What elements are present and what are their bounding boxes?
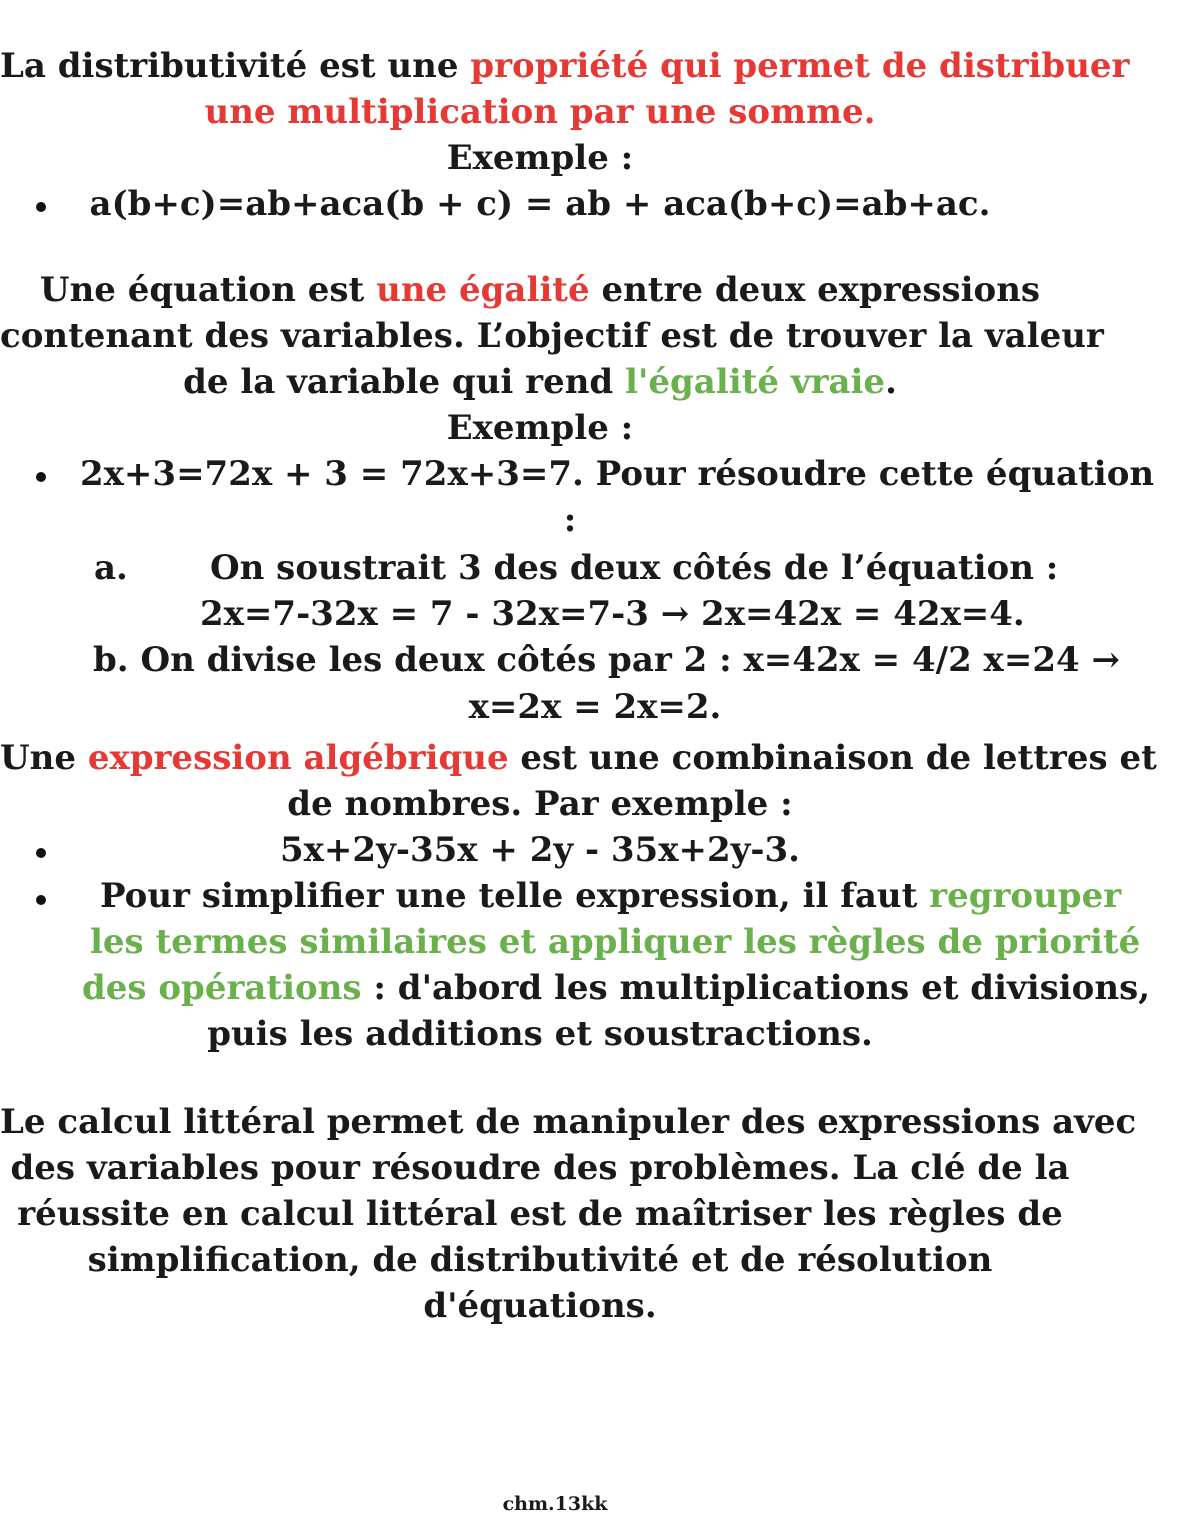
highlight-green: l'égalité vraie: [625, 362, 886, 402]
bullet-icon: [36, 472, 46, 482]
distributivity-example: a(b+c)=ab+aca(b + c) = ab + aca(b+c)=ab+ac.: [89, 184, 991, 224]
equation-example: 2x+3=72x + 3 = 72x+3=7. Pour résoudre cette équation: [80, 454, 1155, 494]
footer-signature: chm.13kk: [502, 1493, 608, 1515]
step-a-label: a.: [94, 548, 128, 588]
distributivity-example-label: Exemple :: [446, 138, 634, 178]
distributivity-definition-line-1: La distributivité est une propriété qui permet de distribuer: [0, 46, 1130, 86]
step-b-calc: x=2x = 2x=2.: [468, 687, 722, 727]
conclusion-line-3: réussite en calcul littéral est de maîtriser les règles de: [17, 1194, 1063, 1234]
equation-definition-line-2: contenant des variables. L’objectif est de trouver la valeur: [0, 316, 1104, 356]
simplify-line-4: puis les additions et soustractions.: [207, 1014, 873, 1054]
algebraic-definition-line-1: Une expression algébrique est une combinaison de lettres et: [0, 738, 1157, 778]
highlight-red: une égalité: [376, 270, 590, 310]
equation-example-label: Exemple :: [446, 408, 634, 448]
step-a-text: On soustrait 3 des deux côtés de l’équation :: [210, 548, 1059, 588]
step-a-calc: 2x=7-32x = 7 - 32x=7-3 → 2x=42x = 42x=4.: [200, 594, 1025, 634]
algebraic-definition-line-2: de nombres. Par exemple :: [287, 784, 793, 824]
equation-definition-line-1: Une équation est une égalité entre deux expressions: [39, 270, 1041, 310]
highlight-red: propriété qui permet de distribuer: [470, 46, 1130, 86]
conclusion-line-2: des variables pour résoudre des problèmes. La clé de la: [10, 1148, 1070, 1188]
bullet-icon: [36, 895, 46, 905]
equation-definition-line-3: de la variable qui rend l'égalité vraie.: [183, 362, 897, 402]
highlight-green: des opérations: [82, 968, 362, 1008]
distributivity-definition-line-2: une multiplication par une somme.: [204, 92, 876, 132]
step-b-text: b. On divise les deux côtés par 2 : x=42x = 4/2 x=24 →: [93, 640, 1120, 680]
simplify-line-1: Pour simplifier une telle expression, il faut regrouper: [100, 876, 1122, 916]
algebraic-example: 5x+2y-35x + 2y - 35x+2y-3.: [280, 830, 800, 870]
highlight-red: expression algébrique: [87, 738, 509, 778]
highlight-green: regrouper: [929, 876, 1122, 916]
equation-example-colon: :: [563, 500, 577, 540]
conclusion-line-1: Le calcul littéral permet de manipuler des expressions avec: [0, 1102, 1137, 1142]
simplify-line-3: des opérations : d'abord les multiplications et divisions,: [82, 968, 1151, 1008]
simplify-line-2: les termes similaires et appliquer les règles de priorité: [90, 922, 1141, 962]
conclusion-line-5: d'équations.: [423, 1286, 657, 1326]
conclusion-line-4: simplification, de distributivité et de résolution: [87, 1240, 993, 1280]
